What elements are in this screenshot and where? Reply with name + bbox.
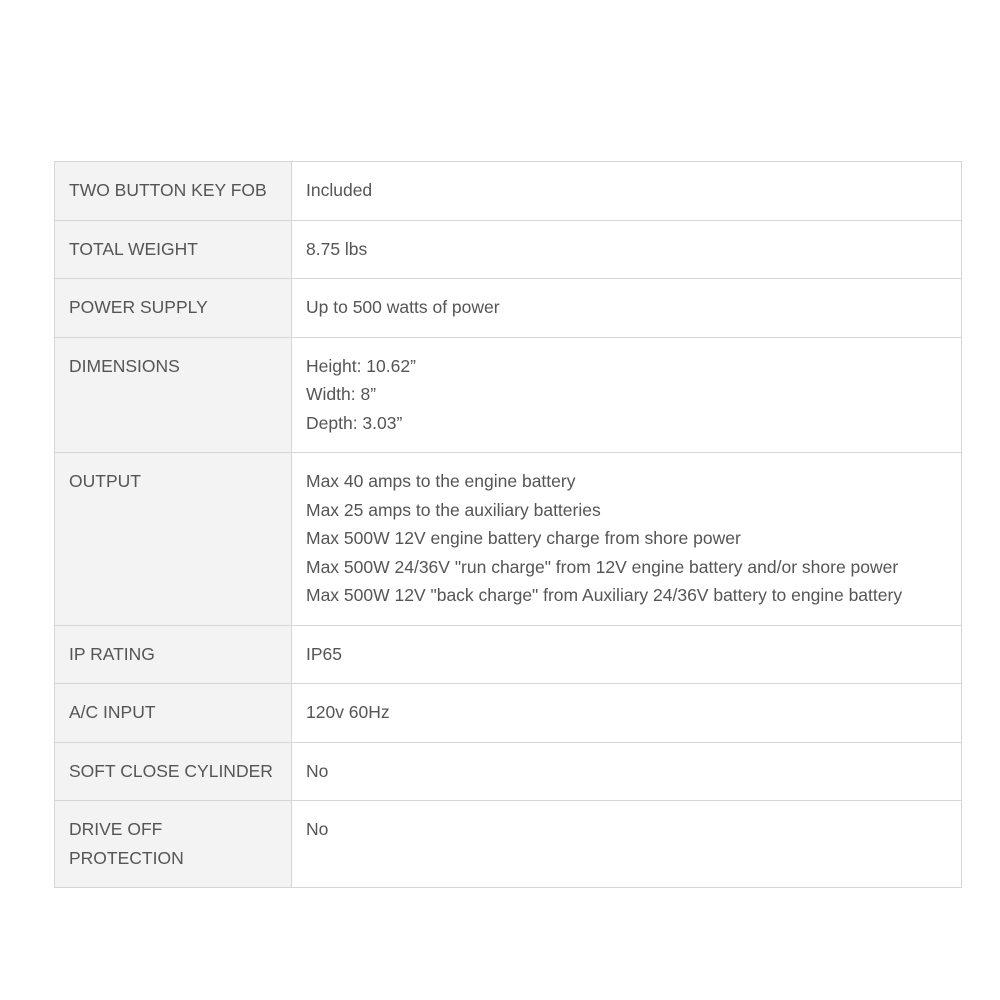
spec-label: TWO BUTTON KEY FOB <box>55 162 292 221</box>
spec-row-drive-off-protection <box>55 801 962 888</box>
spec-label: IP RATING <box>55 625 292 684</box>
spec-value <box>292 337 962 453</box>
spec-value <box>292 453 962 626</box>
spec-value-line: Width: 8” <box>306 384 377 404</box>
spec-row-dimensions <box>55 337 962 453</box>
spec-value <box>292 162 962 221</box>
spec-value-line: Max 40 amps to the engine battery <box>306 471 576 491</box>
spec-value <box>292 220 962 279</box>
spec-label: DRIVE OFF PROTECTION <box>55 801 292 888</box>
spec-label: OUTPUT <box>55 453 292 626</box>
spec-value <box>292 742 962 801</box>
spec-value <box>292 279 962 338</box>
spec-row-key-fob <box>55 162 962 221</box>
spec-value-line: No <box>306 819 329 839</box>
spec-label: SOFT CLOSE CYLINDER <box>55 742 292 801</box>
spec-value-line: No <box>306 760 329 781</box>
spec-value <box>292 684 962 743</box>
spec-row-total-weight <box>55 220 962 279</box>
spec-value-line: 120v 60Hz <box>306 702 390 722</box>
spec-row-soft-close-cylinder <box>55 742 962 801</box>
spec-label: TOTAL WEIGHT <box>55 220 292 279</box>
spec-value-line: Up to 500 watts of power <box>306 297 500 317</box>
spec-value-line: Max 500W 12V "back charge" from Auxiliary 24/36V battery to engine battery <box>306 585 903 605</box>
spec-value-line: Max 500W 24/36V "run charge" from 12V engine battery and/or shore power <box>306 556 899 577</box>
spec-value-line: Max 500W 12V engine battery charge from shore power <box>306 528 741 548</box>
spec-row-ac-input <box>55 684 962 743</box>
spec-value <box>292 625 962 684</box>
spec-value-line: IP65 <box>306 643 342 664</box>
spec-value-line: Height: 10.62” <box>306 355 416 376</box>
specifications-table <box>54 161 962 888</box>
spec-row-output <box>55 453 962 626</box>
spec-value-line: Max 25 amps to the auxiliary batteries <box>306 499 601 520</box>
spec-value-line: 8.75 lbs <box>306 238 368 259</box>
spec-label: DIMENSIONS <box>55 337 292 453</box>
spec-row-power-supply <box>55 279 962 338</box>
spec-label: POWER SUPPLY <box>55 279 292 338</box>
spec-label: A/C INPUT <box>55 684 292 743</box>
spec-row-ip-rating <box>55 625 962 684</box>
spec-value <box>292 801 962 888</box>
spec-value-line: Included <box>306 180 373 200</box>
spec-value-line: Depth: 3.03” <box>306 412 403 433</box>
